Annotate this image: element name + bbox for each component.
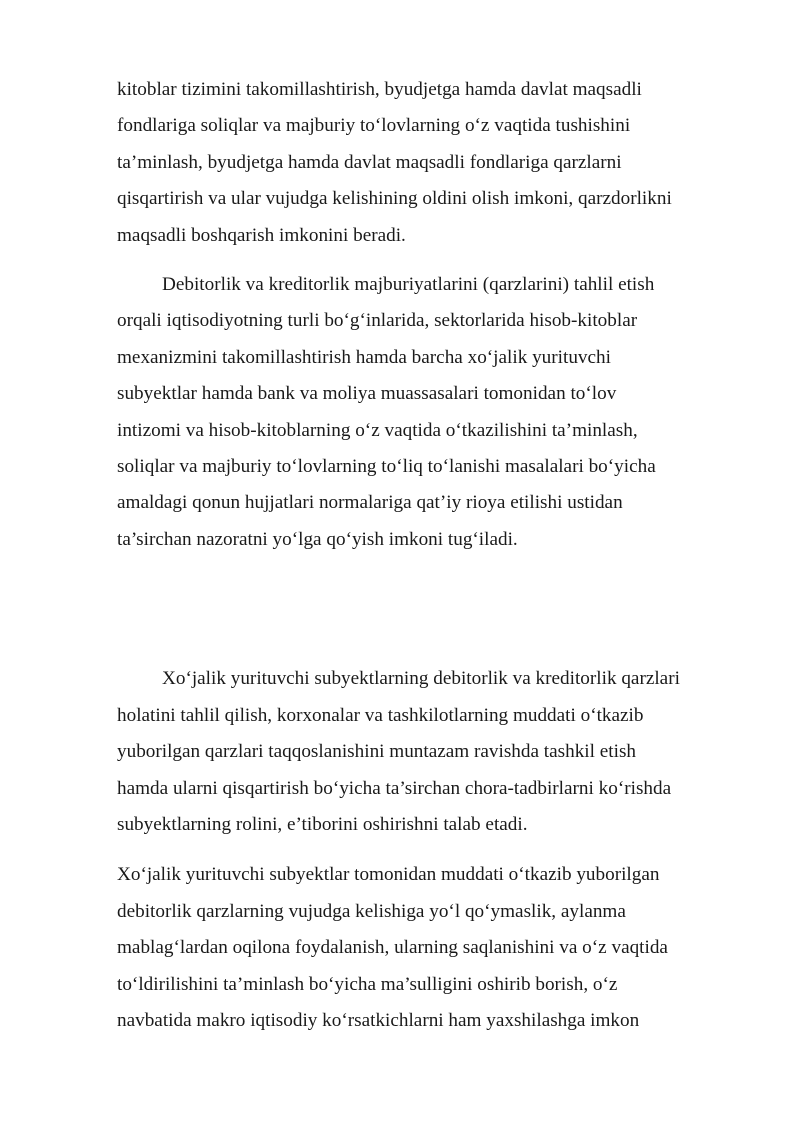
paragraph-line: to‘ldirilishini ta’minlash bo‘yicha ma’sulligini oshirib borish, o‘z [117, 973, 618, 995]
paragraph-line: Debitorlik va kreditorlik majburiyatlarini (qarzlarini) tahlil etish [162, 274, 655, 296]
paragraph-line: Xo‘jalik yurituvchi subyektlar tomonidan muddati o‘tkazib yuborilgan [117, 864, 660, 886]
paragraph-line: maqsadli boshqarish imkonini beradi. [117, 224, 406, 246]
paragraph-line: Xo‘jalik yurituvchi subyektlarning debitorlik va kreditorlik qarzlari [162, 668, 680, 690]
paragraph-line: fondlariga soliqlar va majburiy to‘lovlarning o‘z vaqtida tushishini [117, 115, 631, 137]
paragraph-4 [117, 857, 747, 1039]
paragraph-line: soliqlar va majburiy to‘lovlarning to‘liq to‘lanishi masalalari bo‘yicha [117, 456, 656, 478]
document-body [117, 72, 747, 1039]
paragraph-line: ta’sirchan nazoratni yo‘lga qo‘yish imkoni tug‘iladi. [117, 528, 518, 550]
paragraph-line: intizomi va hisob-kitoblarning o‘z vaqtida o‘tkazilishini ta’minlash, [117, 419, 638, 441]
paragraph-line: orqali iqtisodiyotning turli bo‘g‘inlarida, sektorlarida hisob-kitoblar [117, 310, 638, 332]
paragraph-line: debitorlik qarzlarning vujudga kelishiga yo‘l qo‘ymaslik, aylanma [117, 900, 626, 922]
paragraph-line: yuborilgan qarzlari taqqoslanishini muntazam ravishda tashkil etish [117, 741, 636, 763]
paragraph-line: subyektlarning rolini, e’tiborini oshirishni talab etadi. [117, 813, 528, 835]
paragraph-line: mablag‘lardan oqilona foydalanish, ularning saqlanishini va o‘z vaqtida [117, 937, 668, 959]
paragraph-line: qisqartirish va ular vujudga kelishining oldini olish imkoni, qarzdorlikni [117, 188, 672, 210]
paragraph-line: amaldagi qonun hujjatlari normalariga qat’iy rioya etilishi ustidan [117, 492, 623, 514]
paragraph-1 [117, 72, 747, 254]
paragraph-line: mexanizmini takomillashtirish hamda barcha xo‘jalik yurituvchi [117, 346, 611, 368]
paragraph-line: ta’minlash, byudjetga hamda davlat maqsadli fondlariga qarzlarni [117, 151, 622, 173]
paragraph-line: hamda ularni qisqartirish bo‘yicha ta’sirchan chora-tadbirlarni ko‘rishda [117, 777, 672, 799]
paragraph-2 [117, 267, 747, 558]
paragraph-line: navbatida makro iqtisodiy ko‘rsatkichlarni ham yaxshilashga imkon [117, 1009, 640, 1031]
paragraph-3 [117, 661, 747, 843]
paragraph-line: kitoblar tizimini takomillashtirish, byudjetga hamda davlat maqsadli [117, 79, 642, 100]
paragraph-line: holatini tahlil qilish, korxonalar va tashkilotlarning muddati o‘tkazib [117, 704, 644, 726]
paragraph-line: subyektlar hamda bank va moliya muassasalari tomonidan to‘lov [117, 383, 617, 405]
